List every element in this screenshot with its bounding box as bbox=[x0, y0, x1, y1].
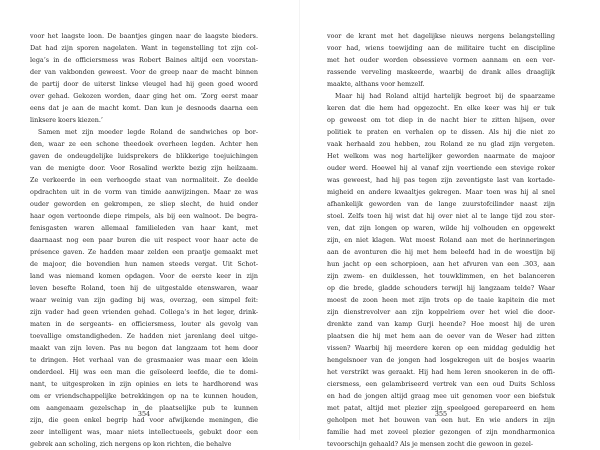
text-line: Samen met zijn moeder legde Roland de sandwiches op bor- bbox=[38, 128, 258, 136]
text-line: moest de zoon heen met zijn trots op de taaie kapitein die met bbox=[327, 296, 555, 304]
text-line: leven besefte Roland, toen hij de uitgestalde etenswaren, waar bbox=[30, 284, 258, 292]
text-line: migheid en andere kwaaltjes gekregen. Maar toen was hij al snel bbox=[327, 188, 555, 196]
right-page bbox=[327, 30, 555, 450]
text-line: hengelsnoer van de jongen had losgekregen uit de bosjes waarin bbox=[327, 356, 555, 364]
text-line: het verstrikt was geraakt. Hij had hem leren snookeren in de offi- bbox=[327, 368, 555, 376]
text-line: aan de avonturen die hij met hem beleefd had in de woestijn bij bbox=[327, 248, 555, 256]
text-line: Dat had zijn sporen nagelaten. Want in tegenstelling tot zijn col- bbox=[30, 44, 258, 52]
text-line: voor het laagste loon. De baantjes gingen naar de laagste bieders. bbox=[30, 32, 258, 40]
text-line: keren dat die hem had opgezocht. En elke keer was hij er tuk bbox=[327, 104, 555, 112]
text-line: fenisgasten waren allemaal familieleden van haar kant, met bbox=[30, 224, 258, 232]
text-line: zijn vader had geen vrienden gehad. Collega’s in het leger, drink- bbox=[30, 308, 258, 316]
text-line: van de menigte door. Voor Rosalind werkte bezig zijn heilzaam. bbox=[30, 164, 258, 172]
text-line: linksere koers kiezen.’ bbox=[30, 116, 103, 124]
text-line: eens dat je aan de macht komt. Dan kun je desnoods daarna een bbox=[30, 104, 258, 112]
text-line: geholpen met het bouwen van een hut. En wie anders in zijn bbox=[327, 416, 555, 424]
text-line: opdrachten uit in de vorm van timide aanwijzingen. Maar ze was bbox=[30, 188, 258, 196]
text-line: zijn, die geen enkel begrip had voor afwijkende meningen, die bbox=[30, 416, 258, 424]
text-line: maakte, althans voor hemzelf. bbox=[327, 80, 425, 88]
left-page-number: 354 bbox=[137, 410, 151, 418]
text-line: présence gaven. Ze hadden maar zelden een praatje gemaakt met bbox=[30, 248, 258, 256]
text-line: Ze verkeerde in een verhoogde staat van normaliteit. Ze deelde bbox=[30, 176, 258, 184]
text-line: was geweest, had hij pas tegen zijn zeventigste last van kortade- bbox=[327, 176, 555, 184]
text-line: ciersmess, een gelambriseerd vertrek van een oud Duits Schloss bbox=[327, 380, 555, 388]
text-line: zijn, en niet klagen. Wat moest Roland aan met de herinneringen bbox=[327, 236, 555, 244]
text-line: haar ogen vertoonde diepe rimpels, als bij een walnoot. De begra- bbox=[30, 212, 258, 220]
text-line: zijn dienstrevolver aan zijn koppelriem over het wiel die door- bbox=[327, 308, 555, 316]
text-line: ouder geworden en gekrompen, ze sliep slecht, de huid onder bbox=[30, 200, 258, 208]
text-line: rassende verveling maskeerde, waarbij de drank alles draaglijk bbox=[327, 68, 555, 76]
text-line: Maar hij had Roland altijd hartelijk begroet bij de spaarzame bbox=[335, 92, 555, 100]
text-line: waar weinig van zijn gading bij was, overzag, een simpel feit: bbox=[30, 296, 258, 304]
text-line: land was niemand komen opdagen. Voor de eerste keer in zijn bbox=[30, 272, 258, 280]
text-line: om aangenaam gezelschap in de plaatselijke pub te kunnen bbox=[30, 404, 258, 412]
text-line: zijn zwem- en duiklessen, het touwklimmen, en het balanceren bbox=[327, 272, 555, 280]
text-line: ouder werd. Hoewel hij al vanaf zijn veertiende een stevige roker bbox=[327, 164, 555, 172]
text-line: voor had, wiens toewijding aan de militaire tucht en discipline bbox=[327, 44, 555, 52]
text-line: familie had met zoveel plezier gezongen of zijn mondharmonica bbox=[327, 428, 555, 436]
text-line: den, waar ze een schone theedoek overheen legden. Achter hen bbox=[30, 140, 258, 148]
text-line: der van vakbonden geweest. Voor de greep naar de macht binnen bbox=[30, 68, 258, 76]
text-line: vissen? Waarbij hij meerdere keren op een middag geduldig het bbox=[327, 344, 555, 352]
text-line: de majoor, die bovendien hun namen steeds vergat. Uit Schot- bbox=[30, 260, 258, 268]
text-line: lega’s in de officiersmess was Robert Baines altijd een voorstan- bbox=[30, 56, 258, 64]
text-line: daarnaast nog een paar buren die uit respect voor haar acte de bbox=[30, 236, 258, 244]
text-line: gebrek aan scholing, zich nergens op kon richten, die behalve bbox=[30, 440, 232, 448]
right-page-text bbox=[327, 30, 555, 450]
text-line: en had de jongen altijd graag mee uit genomen voor een biefstuk bbox=[327, 392, 555, 400]
left-page bbox=[30, 30, 258, 450]
text-line: tevoorschijn gehaald? Als je mensen zocht die gewoon in gezel- bbox=[327, 440, 534, 448]
text-line: met patat, altijd met plezier zijn speelgoed gerepareerd en hem bbox=[327, 404, 555, 412]
text-line: maten in de sergeants- en officiersmess, louter als gevolg van bbox=[30, 320, 258, 328]
text-line: zeer intelligent was, maar niets intellectueels, gebukt door een bbox=[30, 428, 258, 436]
text-line: op geweest om tot diep in de nacht bier te zitten hijsen, over bbox=[327, 116, 555, 124]
text-line: drenkte zand van kamp Gurji heende? Hoe moest hij de uren bbox=[327, 320, 555, 328]
text-line: gaven de ondeugdelijke luidsprekers de blikkerige toejuichingen bbox=[30, 152, 258, 160]
right-page-number: 355 bbox=[434, 410, 448, 418]
text-line: om er vriendschappelijke betrekkingen op na te kunnen houden, bbox=[30, 392, 258, 400]
text-line: op die brede, gladde schouders terwijl hij langzaam telde? Waar bbox=[327, 284, 555, 292]
text-line: de partij door de uiterst linkse vleugel had hij geen goed woord bbox=[30, 80, 258, 88]
text-line: plaatsen die hij met hem aan de oever van de Weser had zitten bbox=[327, 332, 555, 340]
text-line: stoel. Zelfs toen hij wist dat hij over niet al te lange tijd zou ster- bbox=[327, 212, 555, 220]
text-line: voor de krant met het dagelijkse nieuws nergens belangstelling bbox=[327, 32, 555, 40]
text-line: onderdeel. Hij was een man die geïsoleerd leefde, die te domi- bbox=[30, 368, 258, 376]
page-gutter bbox=[299, 0, 300, 440]
text-line: vaak herhaald zou hebben, zou Roland ze nu glad zijn vergeten. bbox=[327, 140, 555, 148]
text-line: toevallige omstandigheden. Ze hadden niet jarenlang deel uitge- bbox=[30, 332, 258, 340]
text-line: hun jacht op een schorpioen, aan het afvuren van een .303, aan bbox=[327, 260, 555, 268]
text-line: afhankelijk geworden van de lange zuurstofcilinder naast zijn bbox=[327, 200, 555, 208]
text-line: te dringen. Het verhaal van de grasmaaier was maar een klein bbox=[30, 356, 258, 364]
text-line: nant, te uitgesproken in zijn opinies en iets te hardhorend was bbox=[30, 380, 258, 388]
text-line: politiek te praten en verhalen op te dissen. Als hij die niet zo bbox=[327, 128, 555, 136]
text-line: over gehad. Gekozen worden, daar ging het om. ‘Zorg eerst maar bbox=[30, 92, 258, 100]
text-line: met het ouder worden obsessieve vormen aannam en een ver- bbox=[327, 56, 555, 64]
left-page-text bbox=[30, 30, 258, 450]
text-line: ven, dat zijn longen op waren, wilde hij volhouden en opgewekt bbox=[327, 224, 555, 232]
text-line: maakt van zijn leven. Pas nu begon dat langzaam tot hem door bbox=[30, 344, 258, 352]
text-line: Het welkom was nog hartelijker geworden naarmate de majoor bbox=[327, 152, 555, 160]
